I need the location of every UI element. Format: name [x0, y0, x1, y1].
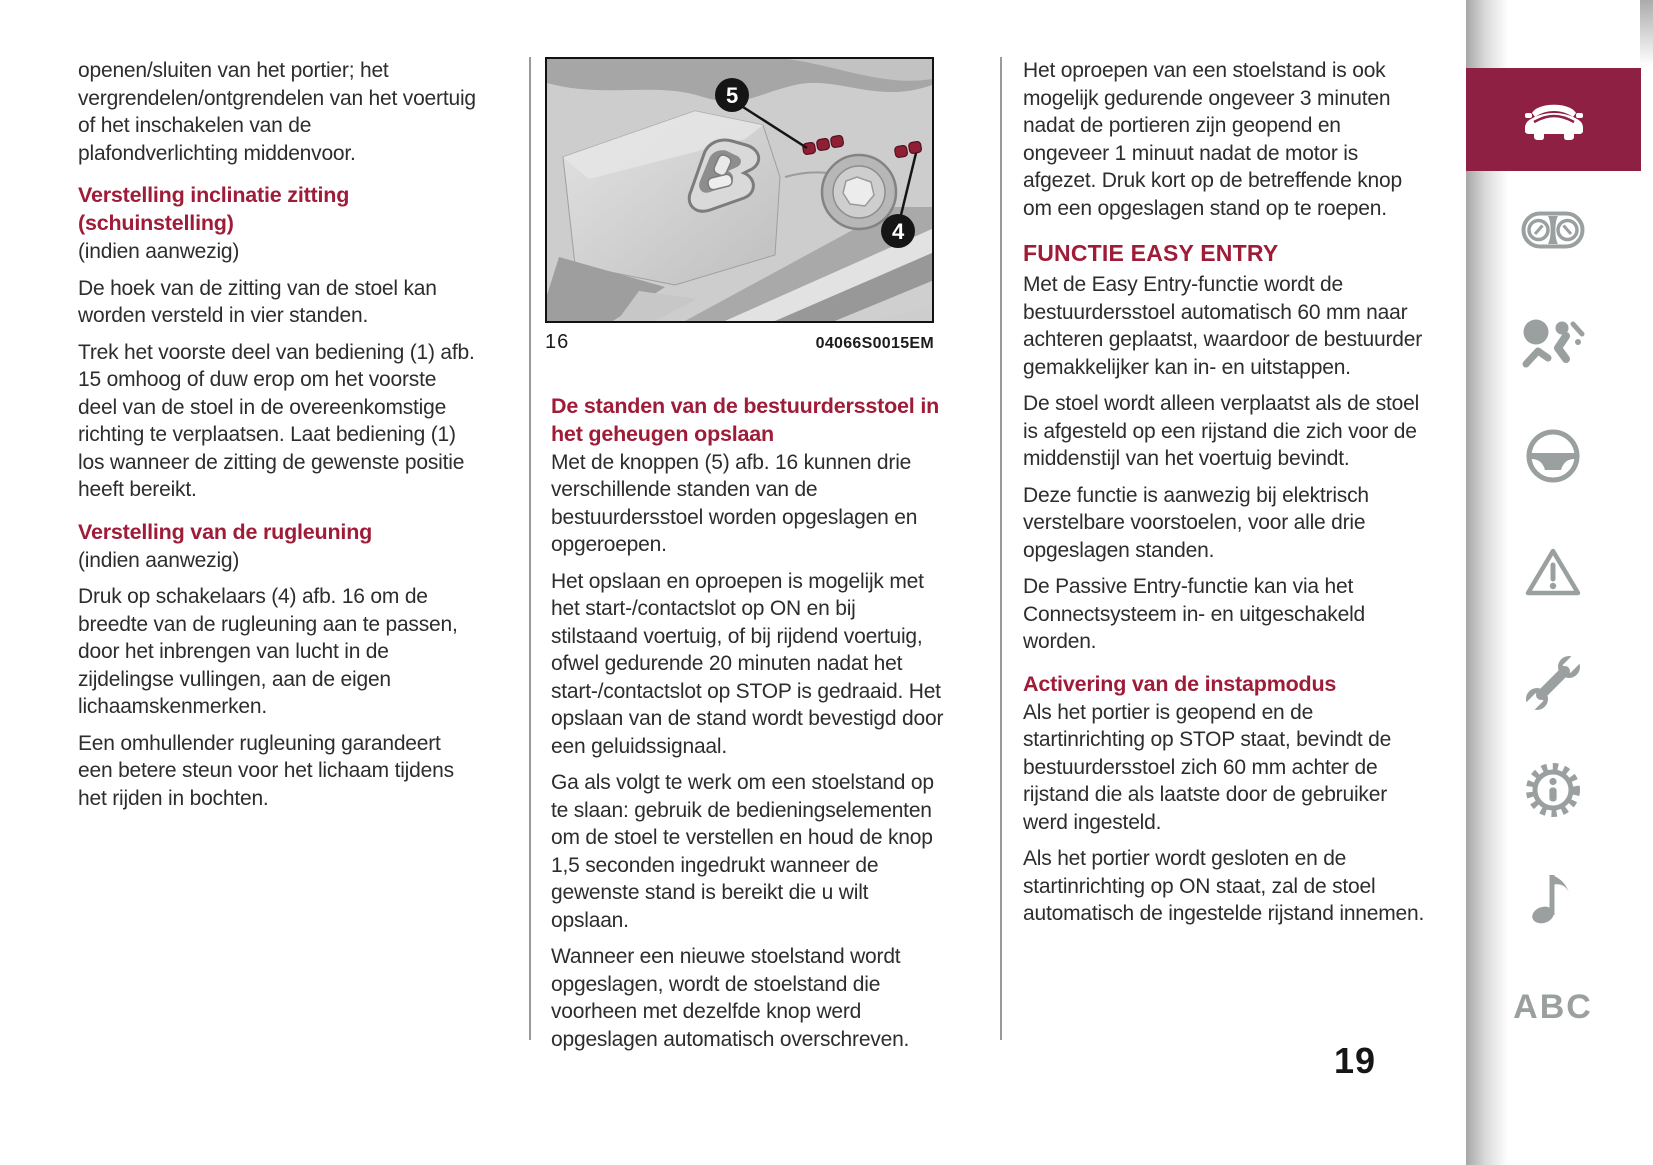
paragraph: De stoel wordt alleen verplaatst als de stoel is afgesteld op een rijstand die zich voor de middenstijl van het voertuig bevindt. [1023, 392, 1420, 470]
figure-reference-code: 04066S0015EM [815, 335, 934, 352]
paragraph: Trek het voorste deel van bediening (1) afb. 15 omhoog of duw erop om het voorste deel van de stoel in de overeenkomstige richting te verplaatsen. Laat bediening (1) los wanneer de zitting de gewenste positie heeft bereikt. [78, 340, 475, 501]
sidebar-tab-safety[interactable] [1520, 317, 1586, 373]
page-edge-shadow [1466, 0, 1508, 1165]
sidebar-tab-index[interactable] [1510, 988, 1596, 1027]
figure-caption [545, 329, 934, 358]
round-knob [822, 155, 896, 229]
paragraph: Het opslaan en oproepen is mogelijk met het start-/contactslot op ON en bij stilstaand voertuig, of bij rijdend voertuig, ofwel gedurende 20 minuten nadat het start-/contactslot op STOP is gedraaid. Het opslaan van de stand wordt bevestigd door een geluidssignaal. [551, 569, 944, 758]
heading-seat-inclination: Verstelling inclinatie zitting (schuinstelling) [78, 183, 350, 235]
sidebar-tab-steering[interactable] [1520, 428, 1586, 484]
heading-easy-entry: FUNCTIE EASY ENTRY [1023, 240, 1279, 266]
column-separator [1000, 57, 1002, 1040]
left-column [78, 57, 476, 812]
paragraph: Als het portier wordt gesloten en de startinrichting op ON staat, zal de stoel automatisch de ingestelde rijstand innemen. [1023, 847, 1425, 925]
paragraph: Ga als volgt te werk om een stoelstand op te slaan: gebruik de bedieningselementen om de stoel te verstellen en houd de knop 1,5 seconden ingedrukt wanneer de gewenste stand is bereikt die u wilt opslaan. [551, 771, 934, 932]
sidebar-tab-car[interactable] [1466, 68, 1641, 171]
paragraph: Het oproepen van een stoelstand is ook mogelijk gedurende ongeveer 3 minuten nadat de portieren zijn geopend en ongeveer 1 minuut nadat de motor is afgezet. Druk kort op de betreffende knop om een opgeslagen stand op te roepen. [1023, 59, 1402, 220]
warning-triangle-icon [1524, 546, 1582, 598]
svg-text:5: 5 [725, 83, 739, 108]
right-column [1023, 57, 1425, 928]
paragraph: Druk op schakelaars (4) afb. 16 om de breedte van de rugleuning aan te passen, door het inbrengen van lucht in de zijdelingse vullingen, aan de eigen lichaamskenmerken. [78, 585, 458, 718]
sidebar-tab-instruments[interactable] [1520, 210, 1586, 250]
figure-number: 16 [545, 331, 570, 353]
seat-controls-figure [545, 57, 934, 323]
paragraph: De hoek van de zitting van de stoel kan worden versteld in vier standen. [78, 276, 437, 327]
page-corner-shadow [1640, 0, 1653, 66]
steering-wheel-icon [1525, 428, 1581, 484]
instrument-cluster-icon [1521, 210, 1585, 250]
abc-index-label: ABC [1513, 988, 1593, 1026]
paragraph: Een omhullender rugleuning garandeert een betere steun voor het lichaam tijdens het rijden in bochten. [78, 731, 454, 810]
seat-controls-illustration [547, 59, 932, 321]
heading-backrest-adjustment: Verstelling van de rugleuning [78, 519, 373, 544]
paragraph: Wanneer een nieuwe stoelstand wordt opgeslagen, wordt de stoelstand die voorheen met dezelfde knop werd opgeslagen automatisch overschreven. [551, 945, 910, 1051]
callout-4 [881, 214, 915, 248]
svg-text:4: 4 [891, 219, 905, 244]
sidebar-tab-warnings[interactable] [1520, 546, 1586, 598]
heading-entry-mode-activation: Activering van de instapmodus [1023, 671, 1337, 696]
paragraph: Met de Easy Entry-functie wordt de bestuurdersstoel automatisch 60 mm naar achteren geplaatst, waardoor de bestuurder gemakkelijker kan in- en uitstappen. [1023, 273, 1423, 379]
paragraph: Als het portier is geopend en de startinrichting op STOP staat, bevindt de bestuurdersstoel zich 60 mm achter de rijstand die als laatste door de gebruiker werd ingesteld. [1023, 700, 1392, 834]
callout-5 [715, 78, 749, 112]
middle-column [545, 57, 945, 1053]
airbag-safety-icon [1521, 317, 1585, 373]
sidebar-tab-multimedia[interactable] [1520, 869, 1586, 925]
if-present-note: (indien aanwezig) [78, 240, 240, 263]
gear-info-icon [1524, 761, 1582, 819]
paragraph: De Passive Entry-functie kan via het Connectsysteem in- en uitgeschakeld worden. [1023, 575, 1366, 653]
paragraph: openen/sluiten van het portier; het vergrendelen/ontgrendelen van het voertuig of het inschakelen van de plafondverlichting middenvoor. [78, 59, 476, 165]
column-separator [529, 57, 531, 1040]
page-number: 19 [1333, 1040, 1376, 1081]
sidebar-tab-technical-info[interactable] [1520, 761, 1586, 819]
paragraph: Deze functie is aanwezig bij elektrisch verstelbare voorstoelen, voor alle drie opgeslagen standen. [1023, 483, 1369, 562]
paragraph: Met de knoppen (5) afb. 16 kunnen drie verschillende standen van de bestuurdersstoel worden opgeslagen en opgeroepen. [551, 450, 918, 556]
music-note-icon [1531, 869, 1575, 925]
if-present-note: (indien aanwezig) [78, 548, 240, 572]
wrench-icon [1524, 654, 1582, 712]
sidebar-tab-maintenance[interactable] [1520, 654, 1586, 712]
heading-memory-seat: De standen van de bestuurdersstoel in het geheugen opslaan [551, 393, 940, 446]
car-front-icon [1522, 98, 1586, 142]
